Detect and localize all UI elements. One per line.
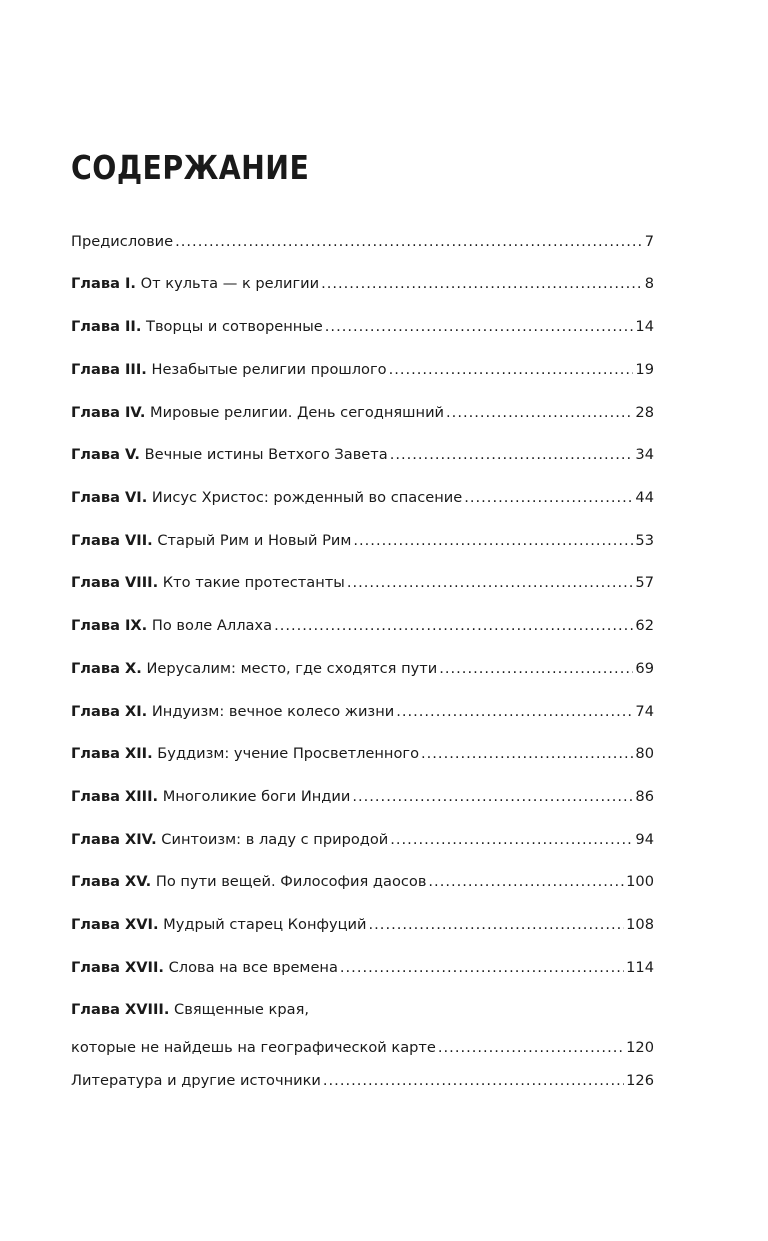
chapter-number: Глава VIII.: [71, 574, 159, 591]
page-number: 57: [635, 574, 654, 591]
toc-entry[interactable]: [71, 868, 654, 896]
toc-entry[interactable]: [71, 783, 654, 811]
toc-line: [71, 740, 654, 768]
dot-leader: [390, 826, 633, 854]
dot-leader: [369, 911, 625, 939]
dot-leader: [464, 484, 633, 512]
page-number: 7: [644, 233, 654, 250]
toc-entry[interactable]: [71, 569, 654, 597]
dot-leader: [439, 655, 633, 683]
toc-entry[interactable]: [71, 1067, 654, 1095]
chapter-title: Священные края,: [174, 1001, 309, 1018]
chapter-number: Глава II.: [71, 318, 142, 335]
page-number: 108: [626, 916, 654, 933]
dot-leader: [352, 783, 633, 811]
toc-entry-title: [71, 868, 428, 896]
page-number: 34: [635, 446, 654, 463]
dot-leader: [321, 270, 643, 298]
page-number: 114: [626, 959, 654, 976]
toc-entry-title: [71, 996, 311, 1024]
toc-line: [71, 868, 654, 896]
toc-line: [71, 484, 654, 512]
toc-entry-title: [71, 826, 390, 854]
chapter-number: Глава XIII.: [71, 788, 159, 805]
chapter-title: По пути вещей. Философия даосов: [155, 873, 427, 890]
toc-entry-title: [71, 612, 274, 640]
toc-entry[interactable]: [71, 441, 654, 469]
dot-leader: [446, 399, 633, 427]
chapter-title-continued: которые не найдешь на географической карте: [71, 1039, 436, 1056]
page-title: СОДЕРЖАНИЕ: [71, 148, 310, 187]
toc-entry-title: [71, 740, 421, 768]
page-number: 28: [635, 404, 654, 421]
dot-leader: [323, 1067, 624, 1095]
chapter-number: Глава XI.: [71, 703, 148, 720]
toc-entry[interactable]: [71, 826, 654, 854]
toc-line: [71, 399, 654, 427]
toc-entry[interactable]: [71, 655, 654, 683]
page-number: 69: [635, 660, 654, 677]
chapter-title: Мировые религии. День сегодняшний: [150, 404, 445, 421]
chapter-number: Глава XV.: [71, 873, 152, 890]
page-number: 86: [635, 788, 654, 805]
chapter-number: Глава X.: [71, 660, 142, 677]
page-number: 62: [635, 617, 654, 634]
toc-line: [71, 270, 654, 298]
toc-entry[interactable]: [71, 356, 654, 384]
chapter-title: Многоликие боги Индии: [162, 788, 351, 805]
toc-line: [71, 527, 654, 555]
chapter-number: Глава V.: [71, 446, 140, 463]
dot-leader: [396, 698, 633, 726]
chapter-title: Литература и другие источники: [71, 1072, 321, 1089]
toc-entry-title: [71, 783, 352, 811]
page-number: 80: [635, 745, 654, 762]
chapter-title: Синтоизм: в ладу с природой: [161, 831, 389, 848]
dot-leader: [390, 441, 634, 469]
toc-entry-title: [71, 441, 390, 469]
toc-entry[interactable]: [71, 484, 654, 512]
toc-entry[interactable]: [71, 270, 654, 298]
page-number: 19: [635, 361, 654, 378]
page-number: 14: [635, 318, 654, 335]
toc-entry-title: [71, 911, 369, 939]
toc-line: [71, 698, 654, 726]
chapter-title: Незабытые религии прошлого: [151, 361, 387, 378]
toc-line: [71, 441, 654, 469]
toc-line: [71, 655, 654, 683]
page-number: 8: [644, 275, 654, 292]
chapter-title: Старый Рим и Новый Рим: [157, 532, 352, 549]
toc-line: [71, 783, 654, 811]
toc-line: [71, 228, 654, 256]
chapter-number: Глава III.: [71, 361, 147, 378]
toc-line: [71, 911, 654, 939]
chapter-number: Глава I.: [71, 275, 136, 292]
table-of-contents: [71, 0, 654, 1241]
chapter-number: Глава XII.: [71, 745, 153, 762]
toc-entry[interactable]: [71, 228, 654, 256]
toc-line: [71, 1067, 654, 1095]
toc-line: [71, 826, 654, 854]
page-number: 74: [635, 703, 654, 720]
toc-entry-title: [71, 399, 446, 427]
toc-entry-title: [71, 655, 439, 683]
page-number: 44: [635, 489, 654, 506]
chapter-number: Глава VI.: [71, 489, 148, 506]
toc-entry[interactable]: [71, 399, 654, 427]
toc-entry-title: [71, 270, 321, 298]
chapter-title: Предисловие: [71, 233, 174, 250]
page-number: 53: [635, 532, 654, 549]
chapter-number: Глава XVIII.: [71, 1001, 170, 1018]
toc-entry-title: [71, 356, 389, 384]
toc-line: [71, 612, 654, 640]
toc-entry-title: [71, 569, 347, 597]
toc-entry-title: [71, 313, 325, 341]
chapter-title: Мудрый старец Конфуций: [163, 916, 367, 933]
page-number: 120: [626, 1039, 654, 1056]
toc-entry[interactable]: [71, 740, 654, 768]
toc-line: [71, 569, 654, 597]
toc-entry[interactable]: [71, 612, 654, 640]
chapter-number: Глава IV.: [71, 404, 146, 421]
dot-leader: [347, 569, 634, 597]
dot-leader: [353, 527, 633, 555]
toc-line: [71, 954, 654, 982]
chapter-title: Слова на все времена: [168, 959, 338, 976]
chapter-number: Глава XVI.: [71, 916, 159, 933]
chapter-number: Глава XVII.: [71, 959, 164, 976]
page-number: 126: [626, 1072, 654, 1089]
toc-entry-title: [71, 1067, 323, 1095]
chapter-number: Глава IX.: [71, 617, 148, 634]
toc-entry-title: [71, 228, 175, 256]
chapter-title: Иерусалим: место, где сходятся пути: [146, 660, 438, 677]
toc-entry[interactable]: [71, 954, 654, 982]
chapter-title: От культа — к религии: [140, 275, 320, 292]
chapter-title: Кто такие протестанты: [162, 574, 345, 591]
toc-entry[interactable]: [71, 313, 654, 341]
toc-line: [71, 313, 654, 341]
dot-leader: [421, 740, 633, 768]
chapter-title: По воле Аллаха: [151, 617, 273, 634]
page-number: 94: [635, 831, 654, 848]
toc-line: [71, 356, 654, 384]
toc-line: [71, 1034, 654, 1062]
toc-entry-title: [71, 698, 396, 726]
toc-line: [71, 996, 654, 1024]
dot-leader: [175, 228, 643, 256]
toc-entry[interactable]: [71, 698, 654, 726]
dot-leader: [438, 1034, 624, 1062]
chapter-title: Вечные истины Ветхого Завета: [144, 446, 388, 463]
chapter-title: Творцы и сотворенные: [146, 318, 323, 335]
dot-leader: [325, 313, 634, 341]
toc-entry-title: [71, 484, 464, 512]
page-number: 100: [626, 873, 654, 890]
dot-leader: [340, 954, 624, 982]
chapter-number: Глава VII.: [71, 532, 153, 549]
toc-entry[interactable]: [71, 527, 654, 555]
dot-leader: [274, 612, 633, 640]
dot-leader: [389, 356, 634, 384]
toc-entry[interactable]: [71, 911, 654, 939]
toc-entry-title: [71, 527, 353, 555]
toc-entry-title: [71, 954, 340, 982]
dot-leader: [428, 868, 624, 896]
chapter-title: Буддизм: учение Просветленного: [157, 745, 420, 762]
chapter-number: Глава XIV.: [71, 831, 157, 848]
chapter-title: Индуизм: вечное колесо жизни: [151, 703, 395, 720]
toc-entry[interactable]: [71, 996, 654, 1062]
chapter-title: Иисус Христос: рожденный во спасение: [151, 489, 463, 506]
